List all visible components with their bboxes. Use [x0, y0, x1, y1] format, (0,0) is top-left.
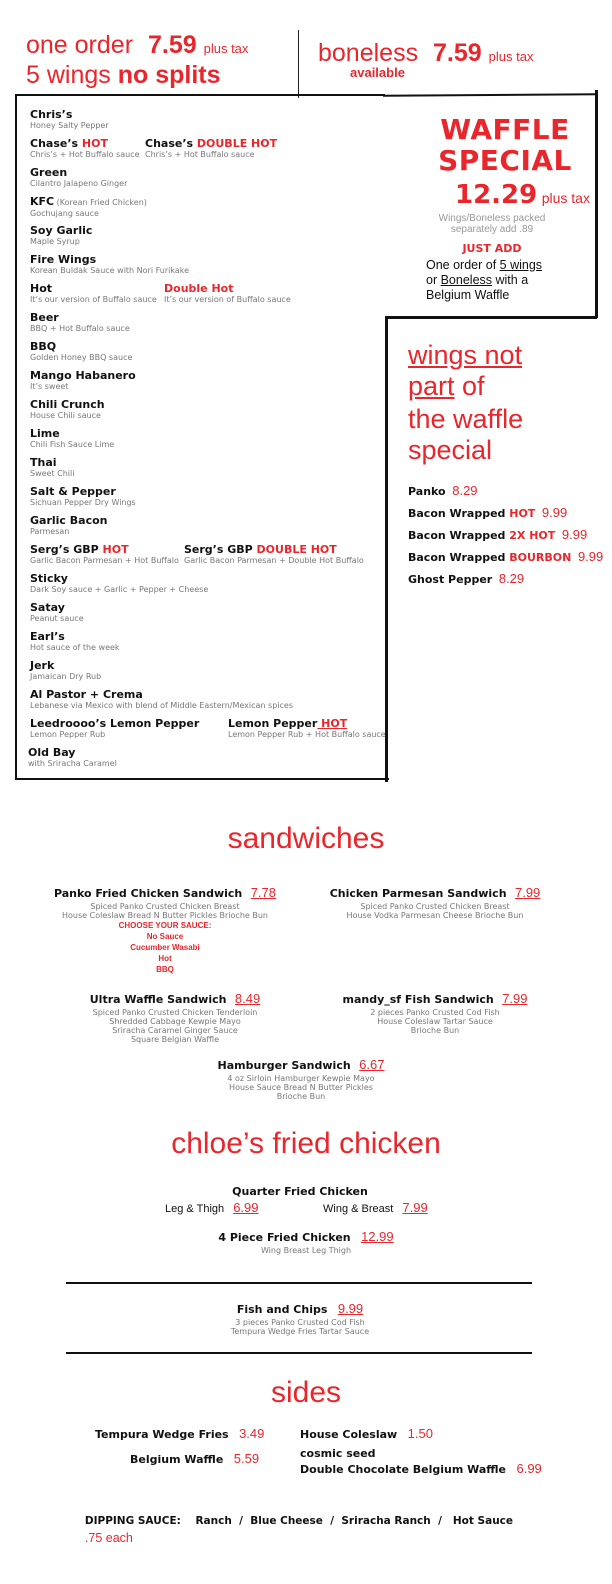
header-left — [26, 32, 248, 89]
flavor-desc: Chris’s + Hot Buffalo sauce — [145, 150, 255, 159]
box-right-border-top — [595, 90, 598, 318]
fried-chicken-title: chloe’s fried chicken — [171, 1127, 441, 1160]
waffle-title-line1: WAFFLE — [440, 113, 570, 146]
leg-thigh-item — [165, 1200, 259, 1215]
sides-title: sides — [270, 1376, 342, 1409]
coleslaw-label: House Coleslaw — [300, 1428, 398, 1441]
flavor-desc: Lemon Pepper Rub — [30, 730, 106, 739]
divider-2 — [66, 1352, 532, 1354]
parm-desc2: House Vodka Parmesan Cheese Brioche Bun — [346, 911, 524, 920]
flavor-item — [30, 399, 105, 420]
fish-sandwich-desc3: Brioche Bun — [410, 1026, 460, 1035]
flavor-item — [30, 718, 199, 739]
panko-desc2: House Coleslaw Bread N Butter Pickles Brioche Bun — [62, 911, 268, 920]
hamburger-name: Hamburger Sandwich — [217, 1059, 351, 1072]
flavor-desc: It’s our version of Buffalo sauce — [164, 295, 291, 304]
four-piece-item — [0, 1228, 612, 1255]
fries-price: 3.49 — [239, 1426, 265, 1441]
coleslaw-item — [300, 1425, 433, 1443]
flavor-name: Serg’s GBP HOT — [30, 543, 129, 556]
flavor-item — [30, 254, 189, 275]
flavor-name: Fire Wings — [30, 253, 97, 266]
divider-1 — [66, 1282, 532, 1284]
flavor-name — [164, 283, 291, 295]
flavor-item — [30, 631, 120, 652]
cosmic-waffle-item — [300, 1448, 542, 1478]
flavor-item — [30, 602, 84, 623]
waffle-desc — [426, 258, 542, 303]
waffle-note-line1: Wings/Boneless packed — [438, 213, 546, 224]
flavor-name: BBQ — [30, 340, 57, 353]
ultra-desc1: Spiced Panko Crusted Chicken Tenderloin — [92, 1008, 258, 1017]
waffle-price-line — [455, 180, 590, 210]
cosmic-label1: cosmic seed — [300, 1447, 376, 1460]
flavor-desc: House Chili sauce — [30, 411, 101, 420]
ultra-desc3: Sriracha Caramel Ginger Sauce — [112, 1026, 238, 1035]
not-part-heading — [408, 340, 523, 466]
flavor-desc: Peanut sauce — [30, 614, 84, 623]
sandwiches-title: sandwiches — [227, 822, 385, 855]
flavor-name: Satay — [30, 601, 65, 614]
panko-name: Panko Fried Chicken Sandwich — [53, 887, 243, 900]
belgium-waffle-price: 5.59 — [233, 1451, 260, 1466]
flavor-heat: DOUBLE HOT — [193, 137, 278, 150]
waffle-desc-boneless: Boneless — [440, 273, 493, 287]
not-part-line1: wings not — [408, 340, 523, 370]
flavor-desc: Cilantro Jalapeno Ginger — [30, 179, 128, 188]
five-wings-text: 5 wings — [26, 61, 111, 89]
flavor-desc: Maple Syrup — [30, 237, 80, 246]
flavor-name: Jerk — [30, 659, 55, 672]
waffle-note-line2: separately add .89 — [450, 224, 534, 235]
panko-sandwich — [50, 884, 280, 975]
flavor-desc: Garlic Bacon Parmesan + Double Hot Buffalo — [184, 556, 364, 565]
sauce-list — [50, 931, 280, 975]
flavor-item — [30, 573, 208, 594]
flavor-name: Garlic Bacon — [30, 514, 108, 527]
panko-desc1: Spiced Panko Crusted Chicken Breast — [90, 902, 240, 911]
one-order-text: one order — [26, 31, 134, 59]
waffle-desc-post2: with a — [492, 273, 529, 287]
flavor-item — [30, 457, 74, 478]
belgium-waffle-item — [130, 1450, 259, 1468]
waffle-desc-pre2: or — [426, 273, 441, 287]
flavor-desc: Garlic Bacon Parmesan + Hot Buffalo — [30, 556, 179, 565]
special-wing-heat: BOURBON — [505, 551, 572, 564]
special-wing-name: Ghost Pepper — [408, 573, 493, 586]
special-wing-name: Panko — [408, 485, 446, 498]
flavor-item — [30, 428, 114, 449]
box-left-border — [15, 94, 17, 780]
just-add-label: JUST ADD — [462, 242, 522, 255]
boneless-tax: plus tax — [488, 49, 534, 64]
boneless-available: available — [350, 65, 405, 80]
ultra-desc2: Shredded Cabbage Kewpie Mayo — [109, 1017, 241, 1026]
fish-chips-desc2: Tempura Wedge Fries Tartar Sauce — [230, 1327, 370, 1336]
flavor-desc: Hot sauce of the week — [30, 643, 120, 652]
four-piece-label: 4 Piece Fried Chicken — [218, 1231, 351, 1244]
no-splits-text: no splits — [117, 61, 221, 89]
box-divider-horizontal — [385, 316, 597, 319]
wing-breast-item — [323, 1200, 428, 1215]
fish-sandwich-name: mandy_sf Fish Sandwich — [342, 993, 494, 1006]
quarter-fried-chicken — [0, 1182, 600, 1200]
flavor-desc: Sichuan Pepper Dry Wings — [30, 498, 136, 507]
parm-name: Chicken Parmesan Sandwich — [329, 887, 507, 900]
flavor-desc: Honey Salty Pepper — [30, 121, 109, 130]
special-wing-price: 9.99 — [574, 549, 604, 564]
special-wing-item — [408, 504, 603, 526]
coleslaw-price: 1.50 — [407, 1426, 433, 1441]
dipping-sauce-price: .75 each — [84, 1531, 133, 1545]
cosmic-label2: Double Chocolate Belgium Waffle — [300, 1463, 507, 1476]
flavor-desc: with Sriracha Caramel — [28, 759, 117, 768]
not-part-line3: the waffle — [408, 404, 524, 434]
fries-item — [95, 1425, 264, 1443]
flavor-desc: Parmesan — [30, 527, 70, 536]
waffle-special-title — [420, 114, 590, 176]
fish-chips-price: 9.99 — [337, 1301, 364, 1316]
waffle-price: 12.29 — [455, 180, 538, 210]
parm-sandwich — [310, 884, 560, 920]
waffle-desc-line3: Belgium Waffle — [426, 288, 510, 302]
dipping-sauce-list: DIPPING SAUCE: Ranch / Blue Cheese / Sriracha Ranch / Hot Sauce — [84, 1515, 514, 1527]
flavor-desc: Korean Buldak Sauce with Nori Furikake — [30, 266, 190, 275]
box-bottom-border — [15, 778, 389, 780]
special-wing-name: Bacon Wrapped — [408, 551, 506, 564]
flavor-item — [30, 225, 92, 246]
special-wing-item — [408, 526, 603, 548]
flavor-name: Old Bay — [28, 746, 76, 759]
flavor-item — [30, 312, 130, 333]
special-wing-price: 8.29 — [448, 483, 478, 498]
flavor-desc: Chili Fish Sauce Lime — [30, 440, 115, 449]
flavor-name: Soy Garlic — [30, 224, 93, 237]
sauce-option: Hot — [158, 954, 172, 963]
flavor-name: Green — [30, 166, 68, 179]
panko-price: 7.78 — [250, 885, 277, 900]
flavor-desc: Dark Soy sauce + Garlic + Pepper + Cheese — [30, 585, 209, 594]
sauce-option: BBQ — [156, 965, 174, 974]
boneless-text: boneless — [318, 39, 419, 67]
box-right-border — [385, 316, 388, 782]
special-wing-item — [408, 482, 603, 504]
hamburger-price: 6.67 — [359, 1057, 385, 1072]
one-order-price: 7.59 — [147, 31, 197, 59]
flavor-item — [30, 167, 127, 188]
flavor-heat: HOT — [98, 543, 129, 556]
flavor-name: Chase’s DOUBLE HOT — [145, 137, 278, 150]
fish-chips-item — [0, 1300, 600, 1336]
wing-breast-label: Wing & Breast — [323, 1203, 394, 1215]
waffle-desc-5wings: 5 wings — [499, 258, 543, 272]
flavor-item — [228, 718, 386, 739]
flavor-name: Mango Habanero — [30, 369, 136, 382]
special-wing-price: 9.99 — [558, 527, 588, 542]
waffle-tax: plus tax — [541, 190, 590, 206]
hamburger-desc3: Brioche Bun — [276, 1092, 326, 1101]
special-wing-item — [408, 548, 603, 570]
ultra-price: 8.49 — [234, 991, 261, 1006]
wing-breast-price: 7.99 — [402, 1200, 428, 1215]
flavor-name: Chris’s — [30, 108, 73, 121]
hamburger-desc2: House Sauce Bread N Butter Pickles — [229, 1083, 373, 1092]
fish-sandwich — [320, 990, 550, 1035]
flavor-item — [30, 515, 107, 536]
special-wing-price: 8.29 — [495, 571, 525, 586]
boneless-price: 7.59 — [433, 39, 482, 67]
dipping-sauce-line — [76, 1493, 513, 1547]
one-order-tax: plus tax — [203, 41, 249, 56]
fish-sandwich-price: 7.99 — [502, 991, 528, 1006]
flavor-name: Leedroooo’s Lemon Pepper — [30, 717, 200, 730]
flavor-desc: Lemon Pepper Rub + Hot Buffalo sauce — [228, 730, 386, 739]
box-top-border-left — [15, 94, 385, 96]
four-piece-price: 12.99 — [361, 1229, 394, 1244]
flavor-item — [30, 544, 179, 565]
flavor-item — [30, 370, 136, 391]
waffle-title-line2: SPECIAL — [438, 144, 572, 177]
leg-thigh-price: 6.99 — [233, 1200, 259, 1215]
sauce-option: No Sauce — [146, 932, 184, 941]
special-wing-heat: 2X HOT — [505, 529, 556, 542]
ultra-name: Ultra Waffle Sandwich — [89, 993, 227, 1006]
flavor-item — [184, 544, 364, 565]
flavor-desc: Chris’s + Hot Buffalo sauce — [30, 150, 140, 159]
leg-thigh-label: Leg & Thigh — [165, 1203, 225, 1215]
waffle-desc-pre1: One order of — [426, 258, 500, 272]
flavor-heat: HOT — [317, 717, 348, 730]
choose-sauce-title: CHOOSE YOUR SAUCE: — [118, 921, 212, 930]
flavor-item — [30, 138, 140, 159]
hamburger-sandwich — [186, 1056, 416, 1101]
flavor-item — [145, 138, 277, 159]
flavor-desc: Sweet Chili — [30, 469, 75, 478]
ultra-desc4: Square Belgian Waffle — [130, 1035, 220, 1044]
flavor-name: Sticky — [30, 572, 68, 585]
fries-label: Tempura Wedge Fries — [95, 1428, 229, 1441]
flavor-item — [164, 283, 291, 304]
flavor-name: Chase’s HOT — [30, 137, 108, 150]
flavor-name: KFC (Korean Fried Chicken) — [30, 195, 147, 208]
flavor-name: Salt & Pepper — [30, 485, 116, 498]
flavor-desc: BBQ + Hot Buffalo sauce — [30, 324, 130, 333]
not-part-items — [408, 482, 603, 592]
flavor-name: Lime — [30, 427, 60, 440]
special-wing-price: 9.99 — [538, 505, 568, 520]
header-right — [318, 40, 533, 80]
flavor-name: Beer — [30, 311, 59, 324]
flavor-desc: Jamaican Dry Rub — [30, 672, 102, 681]
fish-chips-label: Fish and Chips — [236, 1303, 328, 1316]
five-wings-line — [26, 62, 248, 89]
special-wing-heat: HOT — [505, 507, 536, 520]
flavor-item — [30, 283, 157, 304]
parm-desc1: Spiced Panko Crusted Chicken Breast — [360, 902, 510, 911]
flavor-item — [30, 660, 101, 681]
flavor-desc: It’s sweet — [30, 382, 69, 391]
flavor-extra: (Korean Fried Chicken) — [54, 198, 147, 207]
not-part-line4: special — [408, 435, 493, 465]
flavor-item — [30, 689, 293, 710]
flavor-item — [30, 196, 147, 218]
hamburger-desc1: 4 oz Sirloin Hamburger Kewpie Mayo — [227, 1074, 375, 1083]
fish-chips-desc1: 3 pieces Panko Crusted Cod Fish — [235, 1318, 365, 1327]
ultra-sandwich — [60, 990, 290, 1044]
flavor-name: Chili Crunch — [30, 398, 105, 411]
flavor-item — [30, 486, 136, 507]
flavor-item — [30, 341, 132, 362]
special-wing-name: Bacon Wrapped — [408, 507, 506, 520]
flavor-desc: Golden Honey BBQ sauce — [30, 353, 133, 362]
special-wing-item — [408, 570, 603, 592]
flavor-desc: It’s our version of Buffalo sauce — [30, 295, 157, 304]
not-part-line2-u: part — [408, 371, 455, 401]
waffle-note — [426, 213, 558, 235]
flavor-name: Earl’s — [30, 630, 65, 643]
flavor-name: Lemon Pepper HOT — [228, 717, 348, 730]
flavor-desc: Gochujang sauce — [30, 209, 99, 218]
sauce-option: Cucumber Wasabi — [130, 943, 200, 952]
fish-sandwich-desc1: 2 pieces Panko Crusted Cod Fish — [370, 1008, 500, 1017]
flavor-name: Serg’s GBP DOUBLE HOT — [184, 543, 337, 556]
flavor-name: Thai — [30, 456, 57, 469]
cosmic-price: 6.99 — [516, 1461, 542, 1476]
belgium-waffle-label: Belgium Waffle — [130, 1453, 224, 1466]
header-divider — [298, 30, 299, 98]
four-piece-desc: Wing Breast Leg Thigh — [260, 1246, 352, 1255]
flavor-name: Hot — [30, 282, 53, 295]
flavor-desc: Lebanese via Mexico with blend of Middle Eastern/Mexican spices — [30, 701, 293, 710]
flavor-heat: HOT — [78, 137, 108, 150]
quarter-label: Quarter Fried Chicken — [232, 1185, 368, 1198]
not-part-line2-post: of — [454, 371, 485, 401]
flavor-item — [30, 109, 109, 130]
flavor-heat: DOUBLE HOT — [252, 543, 337, 556]
special-wing-name: Bacon Wrapped — [408, 529, 506, 542]
flavor-name: Al Pastor + Crema — [30, 688, 143, 701]
box-top-border-right — [383, 93, 598, 97]
fish-sandwich-desc2: House Coleslaw Tartar Sauce — [377, 1017, 493, 1026]
one-order-line — [26, 32, 248, 62]
flavor-item — [28, 747, 117, 768]
parm-price: 7.99 — [514, 885, 541, 900]
flavor-heat: Double Hot — [164, 282, 234, 295]
